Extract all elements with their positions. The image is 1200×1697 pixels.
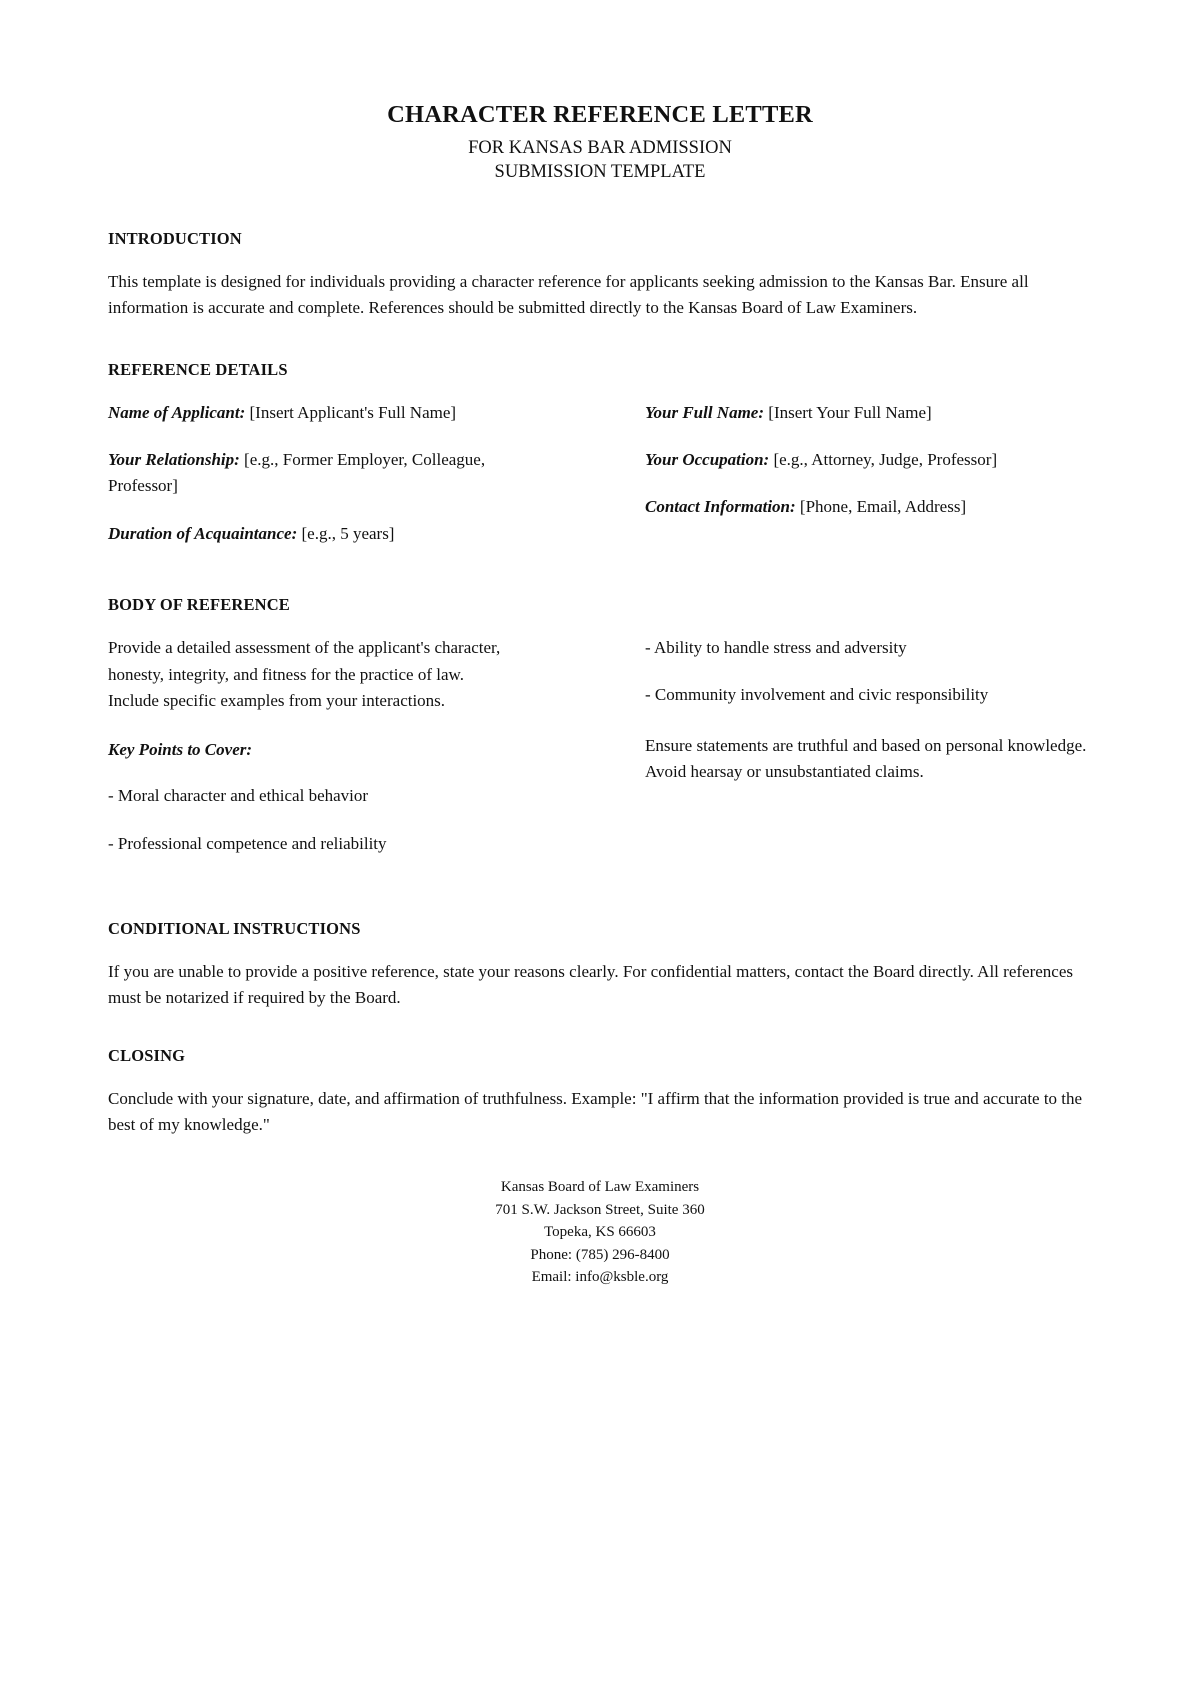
body-intro-paragraph [108,635,555,715]
document-subtitle-line-1: FOR KANSAS BAR ADMISSION [468,137,732,158]
list-item: - Ability to handle stress and adversity [645,637,907,657]
field-label-name-of-applicant: Name of Applicant: [108,402,246,422]
section-heading-body-of-reference: BODY OF REFERENCE [108,594,290,614]
document-subtitle-line-2: SUBMISSION TEMPLATE [494,162,706,183]
field-value-name-of-applicant: [Insert Applicant's Full Name] [249,402,457,422]
field-label-your-full-name: Your Full Name: [645,402,765,422]
field-label-contact-information: Contact Information: [645,497,796,517]
field-label-duration-of-acquaintance: Duration of Acquaintance: [108,523,298,543]
reference-details-right-column [645,400,1092,521]
footer-city-state-zip: Topeka, KS 66603 [544,1224,656,1241]
field-value-your-occupation: [e.g., Attorney, Judge, Professor] [773,449,998,469]
field-value-your-relationship: [e.g., Former Employer, Colleague, Professor] [108,449,486,496]
field-label-your-occupation: Your Occupation: [645,449,770,469]
section-introduction [108,229,1092,322]
body-of-reference-columns [108,635,1092,857]
field-your-relationship [108,447,555,500]
field-value-duration-of-acquaintance: [e.g., 5 years] [301,523,395,543]
field-value-contact-information: [Phone, Email, Address] [799,497,967,517]
field-duration-of-acquaintance [108,521,555,547]
body-intro-line-3: Include specific examples from your interactions. [108,691,446,711]
footer-organization: Kansas Board of Law Examiners [500,1179,700,1196]
body-intro-line-1: Provide a detailed assessment of the applicant's character, [108,637,501,657]
page-title: CHARACTER REFERENCE LETTER [387,101,813,128]
field-contact-information [645,494,1092,520]
section-heading-reference-details: REFERENCE DETAILS [108,359,288,379]
section-heading-conditional-instructions: CONDITIONAL INSTRUCTIONS [108,918,361,938]
body-intro-line-2: honesty, integrity, and fitness for the practice of law. [108,664,464,684]
section-reference-details [108,360,1092,547]
section-heading-closing: CLOSING [108,1045,186,1065]
body-of-reference-note: Ensure statements are truthful and based on personal knowledge. Avoid hearsay or unsubstantiated claims. [645,735,1087,782]
body-of-reference-right-column [645,635,1092,786]
list-item: - Professional competence and reliability [108,833,387,853]
footer-address: 701 S.W. Jackson Street, Suite 360 [495,1201,705,1218]
section-body-of-reference [108,595,1092,857]
field-name-of-applicant [108,400,555,426]
list-item: - Community involvement and civic responsibility [645,685,989,705]
field-value-your-full-name: [Insert Your Full Name] [768,402,932,422]
footer-email: Email: info@ksble.org [531,1269,669,1286]
field-your-occupation [645,447,1092,473]
field-label-your-relationship: Your Relationship: [108,449,240,469]
list-item: - Moral character and ethical behavior [108,786,369,806]
closing-paragraph: Conclude with your signature, date, and affirmation of truthfulness. Example: "I affirm that the information provided is true and accurate to the best of my knowledge." [108,1088,1083,1134]
reference-details-columns [108,400,1092,547]
section-conditional-instructions [108,919,1092,1012]
conditional-instructions-paragraph: If you are unable to provide a positive reference, state your reasons clearly. For confidential matters, contact the Board directly. All references must be notarized if required by the Board. [108,961,1073,1008]
reference-details-left-column [108,400,555,547]
key-points-label: Key Points to Cover: [108,739,253,759]
footer-contact-block [108,1176,1092,1289]
field-your-full-name [645,400,1092,426]
document-title-block [108,100,1092,185]
footer-phone: Phone: (785) 296-8400 [530,1246,670,1263]
introduction-paragraph: This template is designed for individuals providing a character reference for applicants seeking admission to the Kansas Bar. Ensure all information is accurate and complete. References should be submitted directly to the Kansas Board of Law Examiners. [108,271,1029,318]
section-closing [108,1046,1092,1139]
body-of-reference-left-column [108,635,555,857]
section-heading-introduction: INTRODUCTION [108,228,242,248]
